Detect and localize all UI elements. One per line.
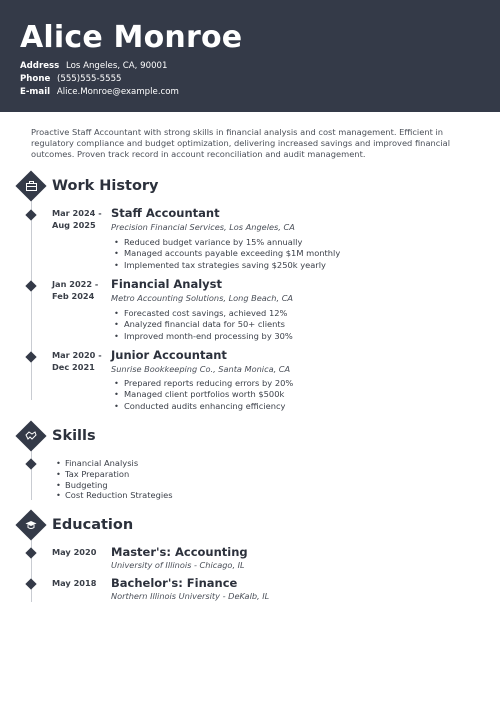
job-title: Staff Accountant xyxy=(111,206,220,220)
address-label: Address xyxy=(20,61,60,71)
contact-address xyxy=(20,60,167,72)
job-dates xyxy=(52,278,108,302)
timeline-dot xyxy=(25,578,36,589)
graduation-cap-icon xyxy=(20,514,42,536)
address-value: Los Angeles, CA, 90001 xyxy=(66,61,168,71)
timeline-dot xyxy=(25,209,36,220)
job-date-start: Mar 2024 - xyxy=(52,208,102,218)
timeline-dot xyxy=(25,458,36,469)
education-degree: Bachelor's: Finance xyxy=(111,576,238,590)
job-company: Sunrise Bookkeeping Co., Santa Monica, CA xyxy=(111,364,291,374)
job-bullet: • Reduced budget variance by 15% annually xyxy=(114,237,340,248)
job-bullet: • Improved month-end processing by 30% xyxy=(114,331,293,342)
email-value: Alice.Monroe@example.com xyxy=(56,87,179,97)
job-date-end: Dec 2021 xyxy=(52,362,95,372)
phone-label: Phone xyxy=(20,74,51,84)
education-date: May 2020 xyxy=(52,547,97,557)
job-bullet: • Conducted audits enhancing efficiency xyxy=(114,401,293,412)
education-degree: Master's: Accounting xyxy=(111,545,248,559)
skill-item: • Budgeting xyxy=(56,480,173,491)
contact-email xyxy=(20,86,179,98)
skill-item: • Tax Preparation xyxy=(56,469,173,480)
handshake-icon xyxy=(20,425,42,447)
job-bullet: • Analyzed financial data for 50+ clients xyxy=(114,319,293,330)
job-bullet: • Forecasted cost savings, achieved 12% xyxy=(114,308,293,319)
candidate-name: Alice Monroe xyxy=(20,20,243,55)
contact-phone xyxy=(20,73,122,85)
timeline-line-work xyxy=(31,200,32,400)
skills-list xyxy=(56,458,173,501)
job-bullet: • Implemented tax strategies saving $250k yearly xyxy=(114,260,340,271)
section-title-skills: Skills xyxy=(52,428,96,444)
section-title-education: Education xyxy=(52,517,134,533)
job-title: Financial Analyst xyxy=(111,277,223,291)
education-school: Northern Illinois University - DeKalb, IL xyxy=(111,591,270,601)
job-date-start: Jan 2022 - xyxy=(52,279,99,289)
briefcase-icon xyxy=(20,175,42,197)
job-date-end: Aug 2025 xyxy=(52,220,96,230)
job-bullet: • Prepared reports reducing errors by 20% xyxy=(114,378,293,389)
job-company: Precision Financial Services, Los Angeles, CA xyxy=(111,222,295,232)
job-bullet: • Managed client portfolios worth $500k xyxy=(114,389,293,400)
professional-summary: Proactive Staff Accountant with strong skills in financial analysis and cost management. Efficient in regulatory compliance and budget optimization, delivering increased savings and improved financial outcomes. Proven track record in account reconciliation and audit management. xyxy=(31,127,451,159)
education-date: May 2018 xyxy=(52,578,97,588)
phone-value: (555)555-5555 xyxy=(57,74,122,84)
job-dates xyxy=(52,349,108,373)
timeline-dot xyxy=(25,280,36,291)
timeline-dot xyxy=(25,351,36,362)
resume-header xyxy=(0,0,500,112)
timeline-dot xyxy=(25,547,36,558)
job-title: Junior Accountant xyxy=(111,348,227,362)
email-label: E-mail xyxy=(20,87,51,97)
skill-item: • Financial Analysis xyxy=(56,458,173,469)
education-school: University of Illinois - Chicago, IL xyxy=(111,560,245,570)
job-bullets xyxy=(114,378,293,412)
job-bullet: • Managed accounts payable exceeding $1M monthly xyxy=(114,248,340,259)
job-date-end: Feb 2024 xyxy=(52,291,95,301)
job-company: Metro Accounting Solutions, Long Beach, CA xyxy=(111,293,294,303)
job-bullets xyxy=(114,308,293,342)
section-title-work-history: Work History xyxy=(52,178,159,194)
job-date-start: Mar 2020 - xyxy=(52,350,102,360)
job-dates xyxy=(52,207,108,231)
skill-item: • Cost Reduction Strategies xyxy=(56,490,173,501)
job-bullets xyxy=(114,237,340,271)
